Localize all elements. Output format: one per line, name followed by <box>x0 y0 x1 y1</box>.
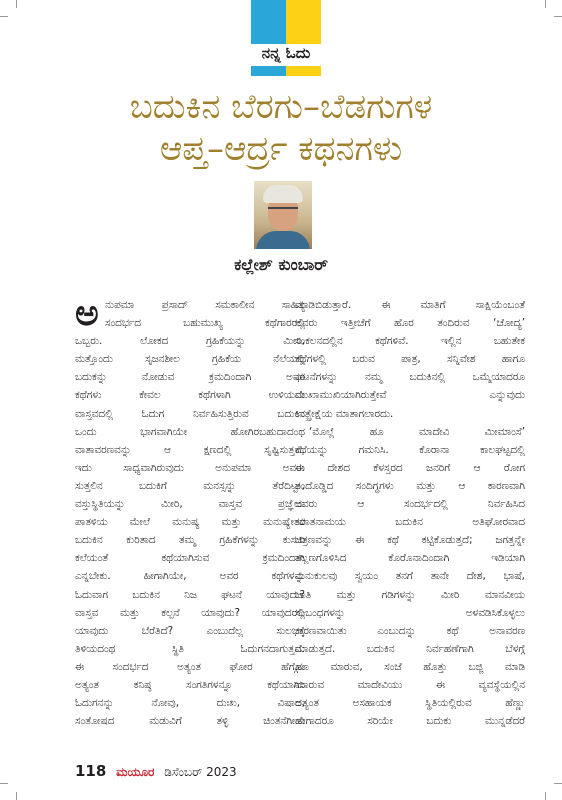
text-line: ‘ಮೊಲ್ಲೆ ಹೂ ಮಾದೇವಿ ಮೀಮಾಂಸೆ’ <box>309 425 525 438</box>
section-label: ನನ್ನ ಓದು <box>261 44 311 62</box>
text-line: ಸಂದರ್ಭದ ಬಹುಮುಖ್ಯ ಕಥೆಗಾರರಲ್ಲಿ <box>105 317 305 330</box>
text-line: ಇದು ಸಾಧ್ಯವಾಗಿರುವುದು ಅನುಪಮಾ ಅವರು <box>75 461 305 474</box>
logo-yellow-block <box>286 0 321 44</box>
crop-mark <box>545 0 546 8</box>
text-line: ವಸ್ತುಸ್ಥಿತಿಯನ್ನು ಮೀರಿ, ವಾಸ್ತವ ಪ್ರಜ್ಞೆಯ <box>75 498 305 511</box>
text-line: ಅವರು ಆ ಸಂದರ್ಭದಲ್ಲಿ ನಿರ್ವಹಿಸಿದ <box>295 498 525 511</box>
text-line: ತಿಳಿಯದಂಥ ಸ್ಥಿತಿ ಓದುಗನದಾಗುತ್ತದೆ. <box>75 642 305 655</box>
text-line: ಓದುವಾಗ ಬದುಕಿನ ನಿಜ ಘಟನೆ ಯಾವುದು? <box>75 588 305 601</box>
logo-bar-blue <box>251 66 286 76</box>
text-line: ತಲ್ಲಣಗೊಳಿಸಿದ ಕೊರೊನಾದಿಂದಾಗಿ ಇಡಿಯಾಗಿ <box>295 552 525 565</box>
text-line: ಉತ್ಪ್ರೇಕ್ಷೆಯ ಮಾತಾಗಲಾರದು. <box>295 407 394 420</box>
crop-mark <box>554 783 562 784</box>
text-line: ಕಥೆಗಳು ಕೇವಲ ಕಥೆಗಳಾಗಿ ಉಳಿಯದೇ <box>75 389 305 402</box>
text-line: ಸಂಕಲನದಲ್ಲಿನ ಕಥೆಗಳಿವೆ. ಇಲ್ಲಿನ ಬಹುತೇಕ <box>295 335 525 348</box>
text-line: ಸಂತೋಷದ ಮಡುವಿಗೆ ತಳ್ಳಿ ಚಿಂತನೆಗೀಡು <box>75 715 305 728</box>
page-footer <box>75 762 237 780</box>
headline-line-2: ಆಪ್ತ–ಆರ್ದ್ರ ಕಥನಗಳು <box>159 129 403 169</box>
text-line: ಅತ್ಯಂತ ಕನಿಷ್ಠ ಸಂಗತಿಗಳನ್ನೂ ಕಥೆಯಾಗಿಸಿ <box>75 678 305 691</box>
crop-mark <box>0 783 8 784</box>
logo-bar-yellow <box>286 66 321 76</box>
text-line: ಬದುಕನ್ನು ನೋಡುವ ಕ್ರಮದಿಂದಾಗಿ ಅವರ <box>75 371 305 384</box>
text-line: ಈ ಸಂದರ್ಭದ ಅತ್ಯಂತ ಘೋರ ಹೆಗ್ಗೋ <box>75 660 305 673</box>
page-number: 118 <box>75 762 107 780</box>
crop-mark <box>545 792 546 800</box>
text-line: ಮಾಡಿಬಿಡುತ್ತಾರೆ. ಈ ಮಾತಿಗೆ ಸಾಕ್ಷಿಯೆಂಬಂತೆ <box>295 299 525 311</box>
text-line: ಓದುಗನನ್ನು ನೋವು, ದುಃಖ, ವಿಷಾದ, <box>75 697 305 710</box>
photo-glasses <box>268 207 298 215</box>
text-line: ಹೂ ಮಾರುವ, ಸಂಜೆ ಹೊತ್ತು ಬಜ್ಜಿ ಮಾಡಿ <box>295 660 525 673</box>
headline-line-1: ಬದುಕಿನ ಬೆರಗು–ಬೆಡಗುಗಳ <box>129 87 433 127</box>
text-line: ಪಾತಳಿಯ ಮೇಲೆ ಮನುಷ್ಯ ಮತ್ತು ಮನುಷ್ಯೇತರ <box>75 516 305 529</box>
text-line: ವಾಸ್ತವ ಮತ್ತು ಕಲ್ಪನೆ ಯಾವುದು? ಯಾವುದರಲ್ಲಿ <box>75 606 305 619</box>
text-line: ಅವರು ಇತ್ತೀಚೆಗೆ ಹೊರ ತಂದಿರುವ ‘ಚೋದ್ಯ’ <box>295 317 525 330</box>
crop-mark <box>554 16 562 17</box>
text-line: ಮಾರುವ ಮಾದೇವಿಯು ಈ ವ್ಯವಸ್ಥೆಯಲ್ಲಿನ <box>295 678 525 691</box>
text-line: ಕಥೆಗಳಲ್ಲಿ ಬರುವ ಪಾತ್ರ, ಸನ್ನಿವೇಶ ಹಾಗೂ <box>295 353 525 366</box>
text-line: ಒಬ್ಬರು. ಲೋಕದ ಗ್ರಹಿಕೆಯನ್ನು ಮೀರಿ, <box>75 335 305 348</box>
text-line: ಕಲೆಯಂತೆ ಕಥೆಯಾಗಿಸುವ ಕ್ರಮದಿಂದಾಗಿ <box>75 552 305 565</box>
text-line: ಈ ದೇಶದ ಕೆಳಸ್ತರದ ಜನರಿಗೆ ಆ ರೋಗ <box>295 461 525 474</box>
text-line: ಜಾತಿ ಮತ್ತು ಗಡಿಗಳನ್ನು ಮೀರಿ ಮಾನವೀಯ <box>295 588 525 601</box>
text-line: ಯಾತನಾಮಯ ಬದುಕಿನ ಅತಿಘೋರವಾದ <box>295 516 525 529</box>
article-column-left <box>75 293 305 730</box>
text-line: ಕಥೆಯನ್ನು ಗಮನಿಸಿ. ಕೊರಾನಾ ಕಾಲಘಟ್ಟದಲ್ಲಿ <box>295 443 525 456</box>
text-line: ಮಾಡುತ್ತದೆ. ಬದುಕಿನ ನಿರ್ವಹಣೆಗಾಗಿ ಬೆಳಗ್ಗೆ <box>295 642 525 655</box>
text-line: ಹೇಗಾದರೂ ಸರಿಯೇ ಬದುಕು ಮುನ್ನಡೆದರೆ <box>295 715 525 728</box>
text-line: ಮುಖಾಮುಖಿಯಾಗಿರುತ್ತೇವೆ ಎನ್ನುವುದು <box>295 389 525 402</box>
issue-date: ಡಿಸೆಂಬರ್ 2023 <box>164 765 237 779</box>
text-line: ಸಂಬಂಧಗಳನ್ನು ಅಳವಡಿಸಿಕೊಳ್ಳಲು <box>295 606 525 619</box>
text-line: ಬದುಕಿನ ಕುರಿತಾದ ತಮ್ಮ ಗ್ರಹಿಕೆಗಳನ್ನು ಕುಸುರಿ <box>75 534 305 547</box>
text-line: ಒಂದು ಭಾಗವಾಗಿಯೇ ಹೋಗಿರಬಹುದಾದಂಥ <box>75 425 305 438</box>
crop-mark <box>16 792 17 800</box>
text-line: ಮನುಕುಲವು ಸ್ವಯಂ ತನಗೆ ತಾನೇ ದೇಶ, ಭಾಷೆ, <box>295 570 525 583</box>
text-line: ಅತ್ಯಂತ ಅಸಹಾಯಕ ಸ್ಥಿತಿಯಲ್ಲಿರುವ ಹೆಣ್ಣು <box>295 697 525 710</box>
text-line: ನುಪಮಾ ಪ್ರಸಾದ್ ಸಮಕಾಲೀನ ಸಾಹಿತ್ಯ <box>105 299 305 311</box>
text-line: ವಾತಾವರಣವನ್ನು ಆ ಕ್ಷಣದಲ್ಲಿ ಸೃಷ್ಟಿಸುತ್ತವೆ. <box>75 443 305 456</box>
text-line: ವಾಸ್ತವದಲ್ಲಿ ಓದುಗ ನಿರ್ವಹಿಸುತ್ತಿರುವ ಬದುಕಿನ <box>75 407 305 420</box>
author-photo <box>254 181 312 249</box>
crop-mark <box>16 0 17 8</box>
text-line: ಘಟನೆಗಳನ್ನು ನಮ್ಮ ಬದುಕಿನಲ್ಲಿ ಒಮ್ಮೆಯಾದರೂ <box>295 371 525 384</box>
logo-bar <box>251 66 321 76</box>
section-logo <box>251 0 321 78</box>
magazine-name: ಮಯೂರ <box>116 765 155 779</box>
author-name: ಕಲ್ಲೇಶ್ ಕುಂಬಾರ್ <box>234 255 328 274</box>
logo-blue-block <box>251 0 286 44</box>
article-column-right <box>295 296 525 730</box>
text-line: ಸುತ್ತಲಿನ ಬದುಕಿಗೆ ಮನಸ್ಸನ್ನು ತೆರೆದಿಟ್ಟು, <box>75 479 305 492</box>
text-line: ಎನ್ನಬೇಕು. ಹೀಗಾಗಿಯೇ, ಅವರ ಕಥೆಗಳನ್ನು <box>75 570 305 583</box>
photo-hair <box>263 185 303 203</box>
photo-shirt <box>256 231 310 249</box>
text-line: ಕಾರಣವಾಯಿತು ಎಂಬುದನ್ನು ಕಥೆ ಅನಾವರಣ <box>295 624 525 637</box>
drop-cap: ಅ <box>75 293 99 334</box>
crop-mark <box>0 16 8 17</box>
text-line: ತಂದೊಡ್ಡಿದ ಸಂದಿಗ್ಧಗಳು ಮತ್ತು ಆ ಕಾರಣವಾಗಿ <box>295 479 525 492</box>
text-line: ಮತ್ತೊಂದು ಸೃಜನಶೀಲ ಗ್ರಹಿಕೆಯ ನೆಲೆಯಲ್ಲಿ <box>75 353 305 366</box>
text-line: ಯಾವುದು ಬೆರೆತಿದೆ? ಎಂಬುದೆಲ್ಲ ಸುಲಭಕ್ಕೆ <box>75 624 305 637</box>
text-line: ಚಿತ್ರಣವನ್ನು ಈ ಕಥೆ ಕಟ್ಟಿಕೊಡುತ್ತದೆ; ಜಗತ್ತನ್ನೇ <box>295 534 525 547</box>
